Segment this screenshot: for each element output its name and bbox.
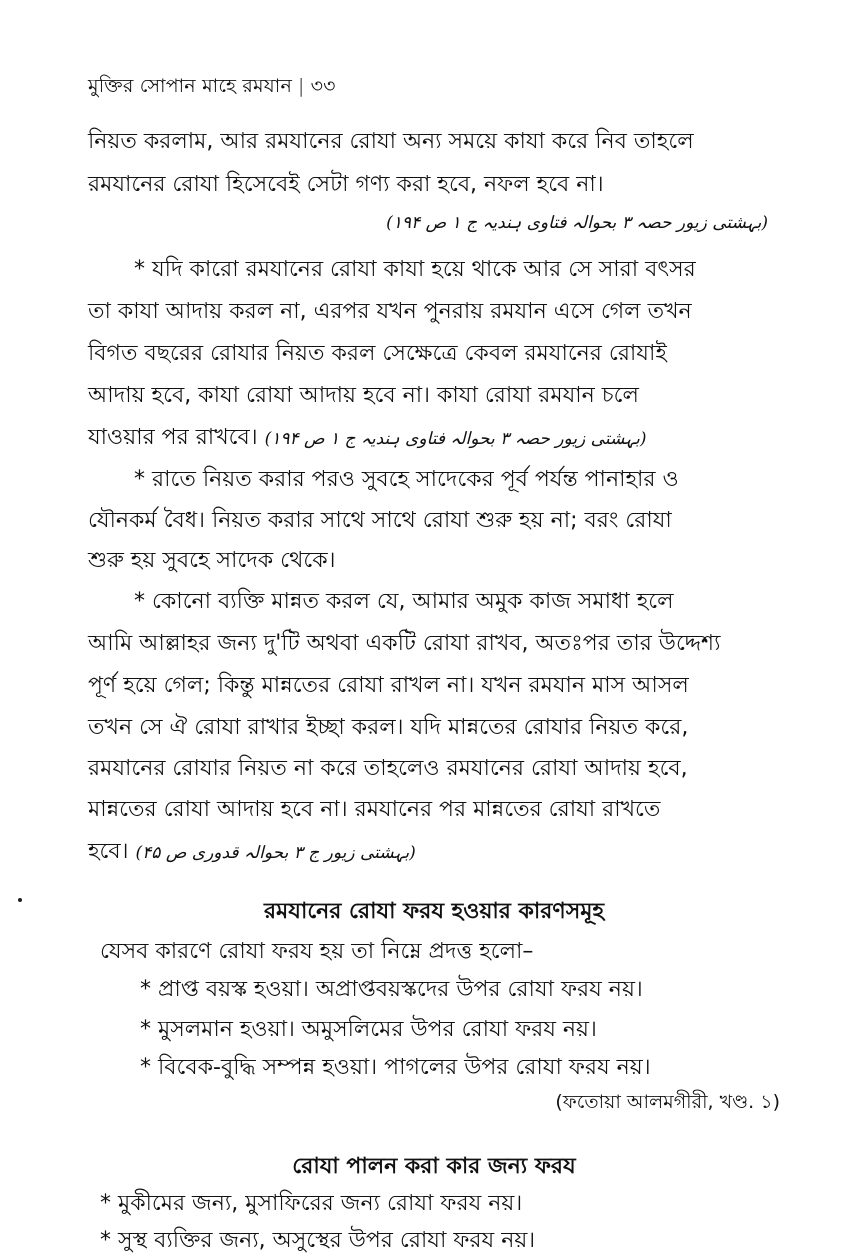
paragraph-line <box>88 420 646 457</box>
book-title: মুক্তির সোপান মাহে রমযান <box>88 75 293 97</box>
paragraph-text: যাওয়ার পর রাখবে। <box>88 425 258 450</box>
page-number: ৩৩ <box>310 75 336 97</box>
paragraph-line: যৌনকর্ম বৈধ। নিয়ত করার সাথে সাথে রোযা শুরু হয় না; বরং রোযা <box>88 508 672 533</box>
urdu-citation: (بہشتی زیور ج ۳ بحوالہ قدوری ص ۴۵) <box>135 843 416 863</box>
list-item: * প্রাপ্ত বয়স্ক হওয়া। অপ্রাপ্তবয়স্কদের উপর রোযা ফরয নয়। <box>140 977 643 1002</box>
paragraph-line: আমি আল্লাহর জন্য দু'টি অথবা একটি রোযা রাখব, অতঃপর তার উদ্দেশ্য <box>88 631 721 656</box>
list-item: * মুকীমের জন্য, মুসাফিরের জন্য রোযা ফরয নয়। <box>100 1191 523 1216</box>
header-separator: | <box>298 75 305 97</box>
list-item: * সুস্থ ব্যক্তির জন্য, অসুস্থের উপর রোযা ফরয নয়। <box>100 1228 536 1253</box>
paragraph-text: হবে। <box>88 839 129 864</box>
paragraph-line: রমযানের রোযা হিসেবেই সেটা গণ্য করা হবে, নফল হবে না। <box>88 172 604 197</box>
section-heading: রোযা পালন করা কার জন্য ফরয <box>292 1154 576 1179</box>
paragraph-line: তা কাযা আদায় করল না, এরপর যখন পুনরায় রমযান এসে গেল তখন <box>88 299 692 324</box>
urdu-citation: (بہشتی زیور حصہ ۳ بحوالہ فتاوی ہندیہ ج ۱ ص ۱۹۴) <box>264 429 647 449</box>
paragraph-line <box>88 834 416 871</box>
paragraph-line: রমযানের রোযার নিয়ত না করে তাহলেও রমযানের রোযা আদায় হবে, <box>88 756 688 781</box>
section-intro: যেসব কারণে রোযা ফরয হয় তা নিম্নে প্রদত্ত হলো– <box>100 939 534 964</box>
paragraph-line: আদায় হবে, কাযা রোযা আদায় হবে না। কাযা রোযা রমযান চলে <box>88 383 639 408</box>
paragraph-line: তখন সে ঐ রোযা রাখার ইচ্ছা করল। যদি মান্নতের রোযার নিয়ত করে, <box>88 715 689 740</box>
paragraph-line: বিগত বছরের রোযার নিয়ত করল সেক্ষেত্রে কেবল রমযানের রোযাই <box>88 341 667 366</box>
paragraph-line: পূর্ণ হয়ে গেল; কিন্তু মান্নতের রোযা রাখল না। যখন রমযান মাস আসল <box>88 673 689 698</box>
paragraph-line: নিয়ত করলাম, আর রমযানের রোযা অন্য সময়ে কাযা করে নিব তাহলে <box>88 129 694 154</box>
paragraph-line: * রাতে নিয়ত করার পরও সুবহে সাদেকের পূর্ব পর্যন্ত পানাহার ও <box>134 467 679 492</box>
paragraph-line: * যদি কারো রমযানের রোযা কাযা হয়ে থাকে আর সে সারা বৎসর <box>134 257 696 282</box>
list-item: * মুসলমান হওয়া। অমুসলিমের উপর রোযা ফরয নয়। <box>140 1017 597 1042</box>
urdu-citation: (بہشتی زیور حصہ ۳ بحوالہ فتاوی ہندیہ ج ۱ ص ۱۹۴) <box>386 213 768 233</box>
running-header <box>88 72 336 104</box>
paragraph-line: * কোনো ব্যক্তি মান্নত করল যে, আমার অমুক কাজ সমাধা হলে <box>134 589 674 614</box>
list-item: * বিবেক-বুদ্ধি সম্পন্ন হওয়া। পাগলের উপর রোযা ফরয নয়। <box>140 1055 651 1080</box>
paragraph-line: শুরু হয় সুবহে সাদেক থেকে। <box>88 548 336 573</box>
paragraph-line: মান্নতের রোযা আদায় হবে না। রমযানের পর মান্নতের রোযা রাখতে <box>88 797 661 822</box>
section-heading: রমযানের রোযা ফরয হওয়ার কারণসমূহ <box>263 899 605 924</box>
bengali-citation: (ফতোয়া আলমগীরী, খণ্ড. ১) <box>555 1091 780 1113</box>
